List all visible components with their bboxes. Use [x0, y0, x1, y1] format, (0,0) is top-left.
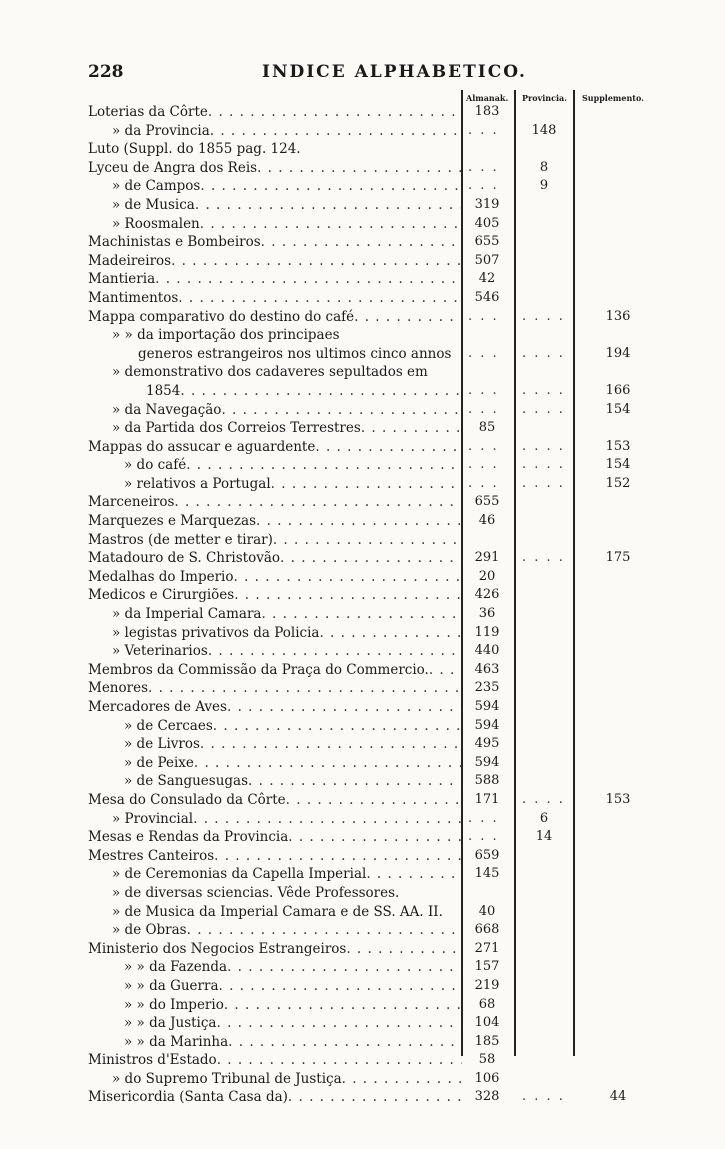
dot-leader — [366, 865, 462, 884]
dot-leader — [216, 1014, 462, 1033]
entry-label — [124, 456, 462, 475]
entry-text: Misericordia (Santa Casa da) — [88, 1089, 288, 1106]
entry-label — [146, 382, 462, 401]
entry-label — [112, 605, 462, 624]
empty-cell-dots: . . . — [468, 438, 499, 454]
index-row — [0, 698, 725, 717]
index-row — [0, 326, 725, 345]
entry-text: Mantimentos — [88, 289, 179, 306]
entry-label — [88, 140, 462, 159]
dot-leader — [227, 958, 462, 977]
supplemento-page: 153 — [605, 791, 631, 807]
entry-label — [124, 717, 462, 736]
supplemento-page: 153 — [605, 438, 631, 454]
almanak-page: 20 — [478, 568, 496, 584]
entry-label — [112, 196, 462, 215]
almanak-page: 85 — [478, 420, 496, 436]
entry-label — [124, 475, 462, 494]
entry-label — [88, 270, 462, 289]
index-row — [0, 586, 725, 605]
almanak-page: 594 — [474, 717, 500, 733]
entry-text: » Provincial — [112, 810, 194, 827]
index-row — [0, 401, 725, 420]
almanak-page: 328 — [474, 1089, 500, 1105]
dot-leader — [195, 196, 462, 215]
empty-cell-dots: . . . . — [522, 475, 565, 491]
entry-text: » » da importação dos principaes — [112, 327, 340, 344]
entry-label — [88, 568, 462, 587]
dot-leader — [200, 735, 462, 754]
dot-leader — [180, 382, 462, 401]
index-row — [0, 810, 725, 829]
entry-text: Mestres Canteiros — [88, 847, 215, 864]
empty-cell-dots: . . . — [468, 401, 499, 417]
dot-leader — [256, 512, 462, 531]
entry-text: Ministros d'Estado — [88, 1052, 217, 1069]
entry-text: Machinistas e Bombeiros — [88, 234, 261, 251]
entry-label — [112, 624, 462, 643]
entry-label — [88, 1051, 462, 1070]
entry-text: » da Partida dos Correios Terrestres — [112, 420, 361, 437]
entry-label — [124, 735, 462, 754]
supplemento-page: 136 — [605, 308, 631, 324]
provincia-page: 8 — [539, 159, 549, 175]
entry-text: Ministerio dos Negocios Estrangeiros — [88, 940, 347, 957]
entry-label — [112, 363, 462, 382]
supplemento-page: 194 — [605, 345, 631, 361]
entry-label — [112, 921, 462, 940]
entry-label — [124, 754, 462, 773]
empty-cell-dots: . . . — [468, 810, 499, 826]
supplemento-page: 175 — [605, 550, 631, 566]
dot-leader — [280, 549, 462, 568]
index-row — [0, 289, 725, 308]
empty-cell-dots: . . . . — [522, 791, 565, 807]
almanak-page: 271 — [474, 940, 500, 956]
entry-text: » relativos a Portugal — [124, 475, 271, 492]
entry-label — [124, 1033, 462, 1052]
entry-text: Loterias da Côrte — [88, 104, 208, 120]
supplemento-page: 154 — [605, 457, 631, 473]
entry-label — [124, 977, 462, 996]
empty-cell-dots: . . . . — [522, 550, 565, 566]
index-row — [0, 865, 725, 884]
index-row — [0, 679, 725, 698]
provincia-page: 14 — [535, 829, 553, 845]
dot-leader — [148, 679, 462, 698]
entry-text: » legistas privativos da Policia — [112, 624, 320, 641]
dot-leader — [217, 1051, 462, 1070]
index-row — [0, 363, 725, 382]
almanak-page: 426 — [474, 587, 500, 603]
empty-cell-dots: . . . — [468, 122, 499, 138]
almanak-page: 291 — [474, 550, 500, 566]
entry-text: » do Supremo Tribunal de Justiça — [112, 1070, 342, 1087]
index-row — [0, 475, 725, 494]
entry-label — [88, 252, 462, 271]
column-header-almanak: Almanak. — [466, 93, 509, 103]
index-row — [0, 735, 725, 754]
index-row — [0, 1033, 725, 1052]
empty-cell-dots: . . . — [468, 308, 499, 324]
entry-label — [112, 865, 462, 884]
empty-cell-dots: . . . . — [522, 438, 565, 454]
entry-label — [88, 159, 462, 178]
almanak-page: 588 — [474, 773, 500, 789]
index-row — [0, 419, 725, 438]
entry-text: » de Ceremonias da Capella Imperial — [112, 866, 367, 883]
dot-leader — [271, 475, 462, 494]
almanak-page: 185 — [474, 1033, 500, 1049]
dot-leader — [224, 996, 462, 1015]
index-row — [0, 921, 725, 940]
empty-cell-dots: . . . — [468, 382, 499, 398]
entry-label — [88, 103, 462, 122]
entry-label — [88, 531, 462, 550]
entry-label — [112, 903, 462, 922]
entry-label — [88, 586, 462, 605]
almanak-page: 655 — [474, 494, 500, 510]
entry-text: Menores — [88, 680, 149, 697]
index-row — [0, 772, 725, 791]
supplemento-page: 44 — [609, 1089, 627, 1105]
entry-label — [124, 958, 462, 977]
provincia-page: 9 — [539, 178, 549, 194]
empty-cell-dots: . . . — [468, 475, 499, 491]
index-row — [0, 828, 725, 847]
entry-text: Madeireiros — [88, 252, 172, 269]
dot-leader — [429, 661, 462, 680]
entry-text: Medalhas do Imperio — [88, 568, 234, 585]
entry-label — [112, 1070, 462, 1089]
entry-text: Mercadores de Aves — [88, 699, 227, 715]
almanak-page: 145 — [474, 866, 500, 882]
dot-leader — [208, 642, 462, 661]
index-row — [0, 754, 725, 773]
almanak-page: 219 — [474, 977, 500, 993]
almanak-page: 495 — [474, 736, 500, 752]
entry-text: » de Musica — [112, 196, 195, 213]
entry-text: » do café — [124, 457, 187, 474]
entry-text: Luto (Suppl. do 1855 pag. 124. — [88, 141, 301, 158]
index-row — [0, 1014, 725, 1033]
entry-label — [124, 996, 462, 1015]
entry-text: Marquezes e Marquezas — [88, 513, 256, 530]
empty-cell-dots: . . . — [468, 345, 499, 361]
column-header-provincia: Provincia. — [522, 93, 567, 103]
index-row — [0, 977, 725, 996]
almanak-page: 594 — [474, 699, 500, 714]
index-row — [0, 308, 725, 327]
index-row — [0, 196, 725, 215]
entry-label — [112, 122, 462, 141]
dot-leader — [193, 810, 462, 829]
index-row — [0, 233, 725, 252]
entry-text: » de Campos — [112, 178, 201, 195]
dot-leader — [354, 308, 462, 327]
column-header-supplemento: Supplemento. — [582, 93, 644, 103]
entry-text: Mesa do Consulado da Côrte — [88, 791, 286, 808]
entry-label — [124, 1014, 462, 1033]
entry-text: » demonstrativo dos cadaveres sepultados em — [112, 364, 428, 381]
entry-label — [112, 401, 462, 420]
dot-leader — [315, 438, 462, 457]
dot-leader — [228, 1033, 462, 1052]
almanak-page: 319 — [474, 196, 500, 212]
almanak-page: 40 — [478, 903, 496, 919]
almanak-page: 507 — [474, 252, 500, 268]
dot-leader — [286, 791, 462, 810]
index-row — [0, 717, 725, 736]
entry-label — [112, 884, 462, 903]
dot-leader — [210, 122, 462, 141]
almanak-page: 235 — [474, 680, 500, 696]
entry-label — [88, 828, 462, 847]
index-row — [0, 215, 725, 234]
entry-text: » da Imperial Camara — [112, 606, 262, 623]
dot-leader — [221, 401, 462, 420]
entry-label — [88, 847, 462, 866]
index-row — [0, 624, 725, 643]
empty-cell-dots: . . . — [468, 178, 499, 194]
entry-label — [88, 661, 462, 680]
almanak-page: 463 — [474, 661, 500, 677]
entry-label — [88, 791, 462, 810]
index-row — [0, 1070, 725, 1089]
entry-text: » de Sanguesugas — [124, 773, 249, 790]
entry-label — [88, 679, 462, 698]
index-row — [0, 903, 725, 922]
entry-text: Medicos e Cirurgiões — [88, 587, 235, 604]
index-row — [0, 884, 725, 903]
entry-label — [112, 177, 462, 196]
almanak-page: 659 — [474, 847, 500, 863]
index-row — [0, 512, 725, 531]
almanak-page: 104 — [474, 1015, 500, 1031]
index-row — [0, 661, 725, 680]
page-number: 228 — [88, 62, 124, 82]
entry-label — [88, 289, 462, 308]
almanak-page: 668 — [474, 922, 500, 938]
dot-leader — [200, 215, 462, 234]
dot-leader — [234, 586, 462, 605]
empty-cell-dots: . . . — [468, 159, 499, 175]
index-row — [0, 605, 725, 624]
index-row — [0, 958, 725, 977]
page-title: INDICE ALPHABETICO. — [262, 62, 527, 82]
empty-cell-dots: . . . . — [522, 382, 565, 398]
dot-leader — [288, 1088, 462, 1107]
dot-leader — [208, 103, 462, 122]
entry-text: Mastros (de metter e tirar) — [88, 531, 273, 548]
dot-leader — [171, 252, 462, 271]
empty-cell-dots: . . . — [468, 457, 499, 473]
entry-text: Mappa comparativo do destino do café — [88, 308, 355, 325]
dot-leader — [257, 159, 462, 178]
almanak-page: 546 — [474, 289, 500, 305]
entry-text: » » da Justiça — [124, 1015, 217, 1032]
entry-text: » de Musica da Imperial Camara e de SS. AA. II. — [112, 903, 443, 920]
dot-leader — [227, 698, 462, 717]
entry-label — [88, 233, 462, 252]
almanak-page: 46 — [478, 513, 496, 529]
index-row — [0, 847, 725, 866]
entry-text: » » do Imperio — [124, 996, 224, 1013]
index-entries — [0, 103, 725, 1107]
almanak-page: 655 — [474, 234, 500, 250]
index-row — [0, 103, 725, 122]
dot-leader — [186, 456, 462, 475]
index-row — [0, 456, 725, 475]
supplemento-page: 166 — [605, 382, 631, 398]
empty-cell-dots: . . . . — [522, 1089, 565, 1105]
index-row — [0, 122, 725, 141]
entry-text: Matadouro de S. Christovão — [88, 550, 281, 567]
dot-leader — [261, 233, 462, 252]
almanak-page: 183 — [474, 104, 500, 119]
empty-cell-dots: . . . . — [522, 457, 565, 473]
almanak-page: 405 — [474, 215, 500, 231]
almanak-page: 68 — [478, 996, 496, 1012]
dot-leader — [346, 940, 462, 959]
entry-text: Marceneiros — [88, 494, 175, 511]
entry-text: Membros da Commissão da Praça do Commercio. — [88, 661, 429, 678]
index-row — [0, 177, 725, 196]
entry-label — [88, 1088, 462, 1107]
dot-leader — [273, 531, 462, 550]
entry-label — [112, 326, 462, 345]
dot-leader — [342, 1070, 462, 1089]
entry-text: generos estrangeiros nos ultimos cinco annos — [138, 345, 452, 362]
almanak-page: 440 — [474, 643, 500, 659]
almanak-page: 42 — [478, 271, 496, 287]
empty-cell-dots: . . . . — [522, 401, 565, 417]
almanak-page: 171 — [474, 791, 500, 807]
dot-leader — [174, 493, 462, 512]
entry-text: 1854 — [146, 382, 181, 399]
entry-text: » de Peixe — [124, 754, 194, 771]
dot-leader — [213, 717, 462, 736]
entry-text: » de Livros — [124, 736, 200, 753]
entry-text: Lyceu de Angra dos Reis — [88, 159, 258, 176]
entry-text: » de diversas sciencias. Vêde Professores. — [112, 884, 400, 901]
entry-label — [112, 215, 462, 234]
dot-leader — [361, 419, 462, 438]
dot-leader — [288, 828, 462, 847]
dot-leader — [200, 177, 462, 196]
dot-leader — [178, 289, 462, 308]
entry-text: » » da Fazenda — [124, 959, 228, 976]
dot-leader — [234, 568, 462, 587]
index-row — [0, 382, 725, 401]
index-row — [0, 996, 725, 1015]
index-row — [0, 140, 725, 159]
almanak-page: 594 — [474, 754, 500, 770]
entry-label — [138, 345, 462, 364]
entry-text: » de Obras — [112, 922, 187, 939]
empty-cell-dots: . . . . — [522, 308, 565, 324]
entry-label — [88, 308, 462, 327]
index-row — [0, 252, 725, 271]
almanak-page: 119 — [474, 624, 500, 640]
index-row — [0, 345, 725, 364]
almanak-page: 58 — [478, 1052, 496, 1068]
empty-cell-dots: . . . . — [522, 345, 565, 361]
almanak-page: 36 — [478, 606, 496, 622]
entry-text: Mantieria — [88, 271, 156, 288]
entry-text: » de Cercaes — [124, 717, 213, 734]
entry-text: » » da Guerra — [124, 977, 219, 994]
dot-leader — [319, 624, 462, 643]
index-row — [0, 940, 725, 959]
almanak-page: 157 — [474, 959, 500, 975]
entry-label — [124, 772, 462, 791]
entry-text: » » da Marinha — [124, 1033, 229, 1050]
entry-label — [112, 810, 462, 829]
entry-label — [112, 642, 462, 661]
entry-text: Mappas do assucar e aguardente — [88, 438, 316, 455]
index-row — [0, 642, 725, 661]
entry-label — [112, 419, 462, 438]
index-row — [0, 549, 725, 568]
entry-label — [88, 549, 462, 568]
entry-label — [88, 512, 462, 531]
index-row — [0, 1051, 725, 1070]
index-row — [0, 438, 725, 457]
entry-text: Mesas e Rendas da Provincia — [88, 829, 289, 846]
index-row — [0, 791, 725, 810]
provincia-page: 6 — [539, 810, 549, 826]
dot-leader — [248, 772, 462, 791]
entry-label — [88, 438, 462, 457]
empty-cell-dots: . . . — [468, 829, 499, 845]
dot-leader — [214, 847, 462, 866]
index-row — [0, 568, 725, 587]
dot-leader — [194, 754, 462, 773]
entry-text: » Veterinarios — [112, 643, 208, 660]
index-row — [0, 159, 725, 178]
dot-leader — [219, 977, 462, 996]
entry-text: » da Provincia — [112, 122, 210, 139]
entry-label — [88, 493, 462, 512]
supplemento-page: 152 — [605, 475, 631, 491]
index-row — [0, 270, 725, 289]
index-row — [0, 493, 725, 512]
index-row — [0, 1088, 725, 1107]
entry-label — [88, 698, 462, 717]
dot-leader — [155, 270, 462, 289]
index-row — [0, 531, 725, 550]
entry-label — [88, 940, 462, 959]
entry-text: » Roosmalen — [112, 215, 200, 232]
dot-leader — [187, 921, 462, 940]
provincia-page: 148 — [531, 122, 557, 138]
dot-leader — [261, 605, 462, 624]
supplemento-page: 154 — [605, 401, 631, 417]
almanak-page: 106 — [474, 1070, 500, 1086]
entry-text: » da Navegação — [112, 401, 222, 418]
